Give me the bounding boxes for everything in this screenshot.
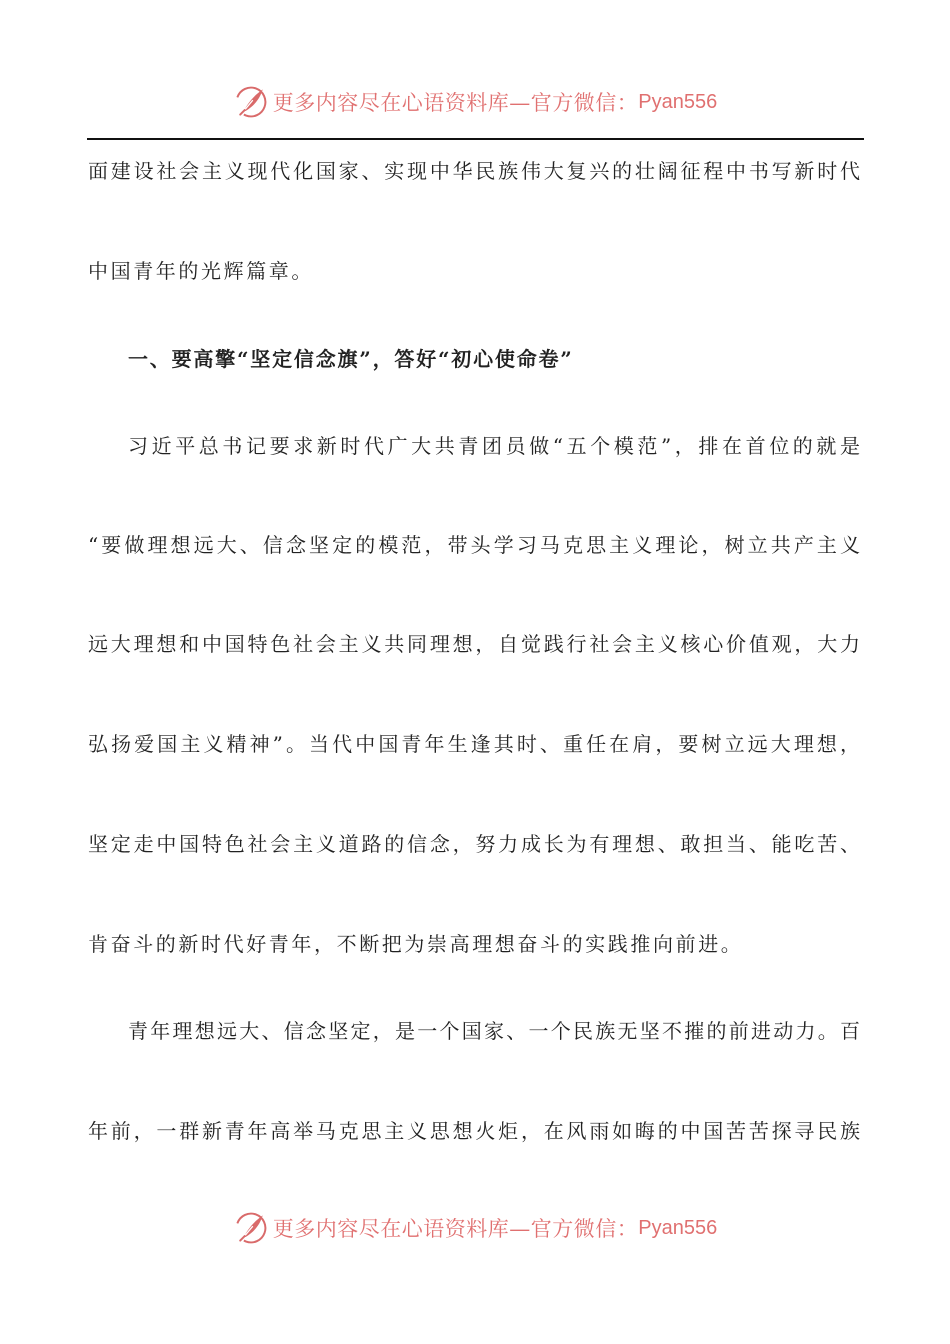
body-line: 弘扬爱国主义精神”。当代中国青年生逢其时、重任在肩，要树立远大理想， [88,732,860,756]
quill-pen-logo-icon [233,1210,269,1246]
body-line: 远大理想和中国特色社会主义共同理想，自觉践行社会主义核心价值观，大力 [88,632,860,656]
quill-pen-logo-icon [233,84,269,120]
body-line: 肯奋斗的新时代好青年，不断把为崇高理想奋斗的实践推向前进。 [88,932,744,956]
header-banner-wechat-id: Pyan556 [638,90,718,113]
header-divider [87,138,864,140]
footer-banner-text: 更多内容尽在心语资料库—官方微信： [272,1217,639,1241]
body-line: 年前，一群新青年高举马克思主义思想火炬，在风雨如晦的中国苦苦探寻民族 [88,1119,860,1143]
header-banner-text: 更多内容尽在心语资料库—官方微信： [272,91,639,115]
body-line: “要做理想远大、信念坚定的模范，带头学习马克思主义理论，树立共产主义 [88,533,860,557]
body-line: 中国青年的光辉篇章。 [88,259,314,283]
section-heading: 一、要高擎“坚定信念旗”，答好“初心使命卷” [128,347,574,371]
footer-banner [0,1208,950,1248]
footer-banner-wechat-id: Pyan556 [638,1216,718,1239]
header-banner [0,82,950,122]
body-line: 习近平总书记要求新时代广大共青团员做“五个模范”，排在首位的就是 [128,434,860,458]
body-line: 面建设社会主义现代化国家、实现中华民族伟大复兴的壮阔征程中书写新时代 [88,159,860,183]
body-line: 青年理想远大、信念坚定，是一个国家、一个民族无坚不摧的前进动力。百 [128,1019,860,1043]
body-line: 坚定走中国特色社会主义道路的信念，努力成长为有理想、敢担当、能吃苦、 [88,832,860,856]
